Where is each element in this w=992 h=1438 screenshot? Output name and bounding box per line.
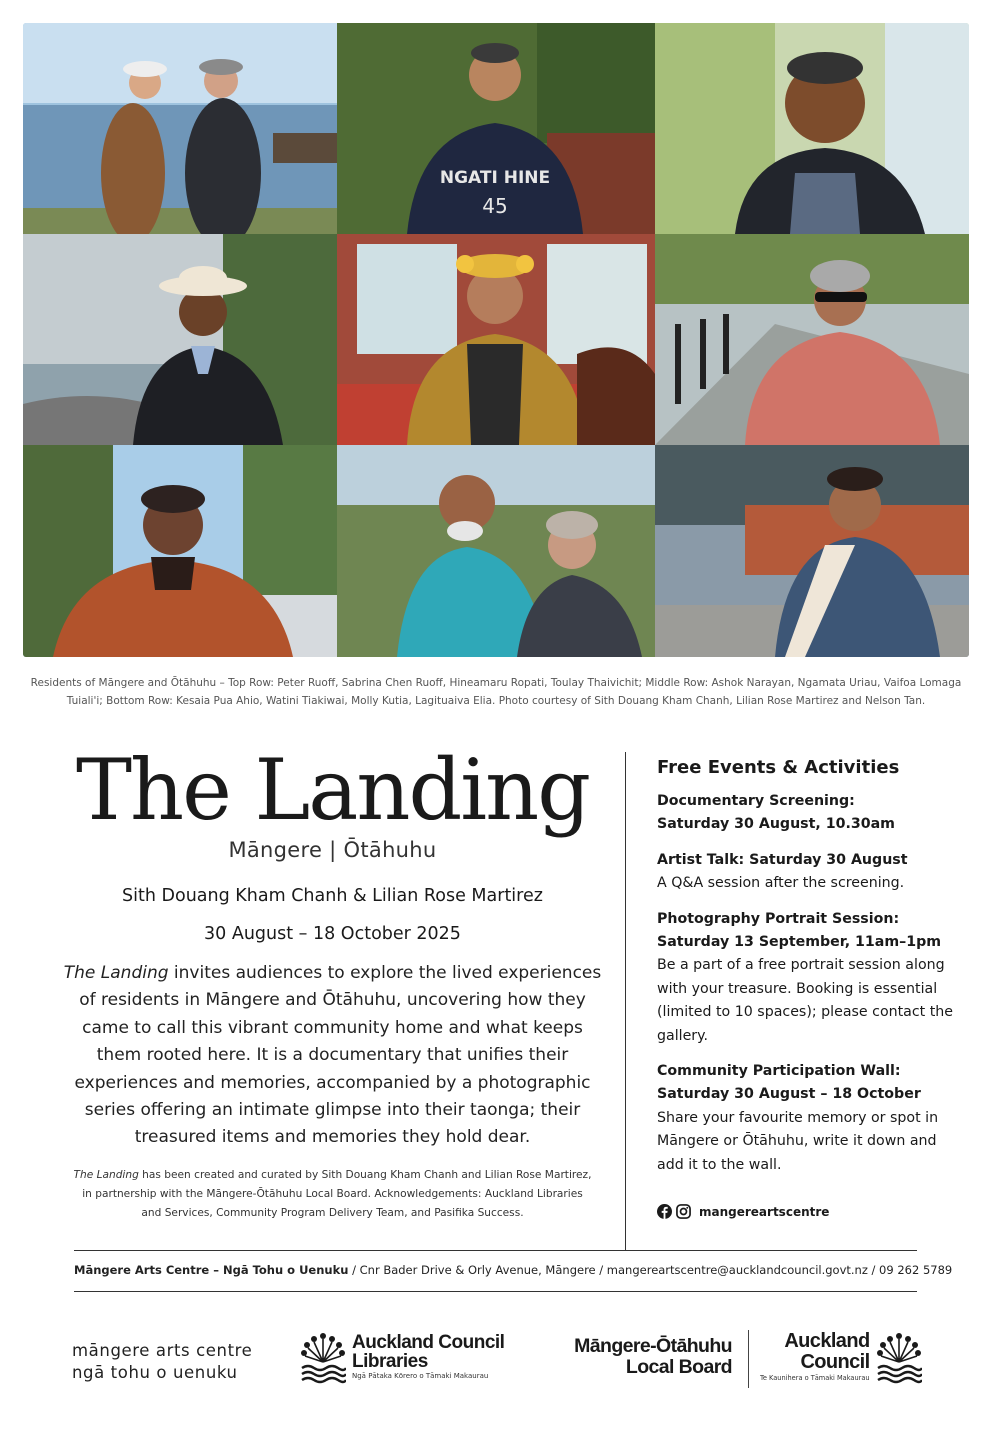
venue-name: Māngere Arts Centre – Ngā Tohu o Uenuku [74,1263,349,1277]
logo-line: ngā tohu o uenuku [72,1363,238,1382]
exhibition-dates: 30 August – 18 October 2025 [204,924,461,944]
social-links[interactable] [657,1204,829,1219]
exhibition-title: The Landing [75,741,589,839]
photo-peter-sabrina [23,23,337,234]
logo-line: Māngere-Ōtāhuhu [574,1335,732,1357]
instagram-icon[interactable] [676,1204,691,1219]
pohutukawa-icon [876,1330,922,1384]
mangere-arts-centre-logo [72,1340,252,1384]
logo-line: Local Board [625,1356,732,1378]
photo-ashok [23,234,337,445]
photo-hineamaru [337,23,655,234]
footer-rule-top [74,1250,917,1251]
event-text: A Q&A session after the screening. [657,875,905,892]
event-documentary-screening [657,790,957,837]
credits-text: has been created and curated by Sith Douang Kham Chanh and Lilian Rose Martirez, in partnership with the Māngere-Ōtāhuhu Local Board. Acknowledgements: Auckland Libraries and Services, Community Program Delivery Team, and Pasifika Success. [82,1169,592,1219]
logo-line: Council [800,1350,870,1373]
event-portrait-session [657,908,957,1048]
artists: Sith Douang Kham Chanh & Lilian Rose Martirez [122,886,543,906]
local-board-logo [550,1336,732,1378]
photo-vaifoa [655,234,969,445]
auckland-libraries-logo [300,1330,504,1384]
social-handle[interactable]: mangereartscentre [699,1204,830,1219]
photo-ngamata [337,234,655,445]
description-title: The Landing [63,963,169,983]
logo-line: Auckland Council [352,1331,505,1353]
event-artist-talk [657,849,957,896]
event-text: Be a part of a free portrait session along with your treasure. Booking is essential (limited to 10 spaces); please contact the gallery. [657,957,954,1044]
locations-subtitle: Māngere | Ōtāhuhu [228,838,437,862]
pohutukawa-icon [300,1330,346,1384]
photo-kesaia [23,445,337,657]
logo-line: Auckland [784,1329,870,1352]
jersey-number: 45 [482,194,508,218]
event-title: Photography Portrait Session: [657,910,900,927]
event-participation-wall [657,1060,957,1177]
event-when: Saturday 30 August – 18 October [657,1086,921,1103]
event-when: Saturday 30 August, 10.30am [657,816,895,833]
event-title: Documentary Screening: [657,793,855,809]
photo-toulay [655,23,969,234]
logo-line: māngere arts centre [72,1341,253,1360]
facebook-icon[interactable] [657,1204,672,1219]
logo-line: Libraries [352,1350,428,1372]
venue-address [74,1261,953,1279]
footer-rule-bottom [74,1291,917,1292]
auckland-council-logo [760,1330,922,1384]
address-text: / Cnr Bader Drive & Orly Avenue, Māngere / mangereartscentre@aucklandcouncil.govt.nz / 09 262 5789 [348,1263,953,1277]
photo-caption: Residents of Māngere and Ōtāhuhu – Top Row: Peter Ruoff, Sabrina Chen Ruoff, Hineamaru Ropati, Toulay Thaivichit; Middle Row: Ashok Narayan, Ngamata Uriau, Vaifoa Lomaga Tuiali'i; Bottom Row: Kesaia Pua Ahio, Watini Tiakiwai, Molly Kutia, Lagituaiva Elia. Photo courtesy of Sith Douang Kham Chanh, Lilian Rose Martirez and Nelson Tan. [30,677,962,707]
description-text: invites audiences to explore the lived experiences of residents in Māngere and Ōtāhuhu, uncovering how they came to call this vibrant community home and what keeps them rooted here. It is a documentary that unifies their experiences and memories, accompanied by a photographic series offering an intimate glimpse into their taonga; their treasured items and memories they hold dear. [74,963,602,1148]
event-text: Share your favourite memory or spot in Māngere or Ōtāhuhu, write it down and add it to the wall. [657,1109,939,1173]
column-divider [625,752,626,1250]
event-title: Community Participation Wall: [657,1063,901,1080]
logo-tagline: Ngā Pātaka Kōrero o Tāmaki Makaurau [352,1371,489,1380]
event-title: Artist Talk: Saturday 30 August [657,851,908,868]
event-when: Saturday 13 September, 11am–1pm [657,934,942,951]
credits [72,1166,593,1223]
events-heading: Free Events & Activities [657,757,900,778]
description [60,960,605,1152]
credits-title: The Landing [73,1169,139,1181]
logo-divider [748,1330,749,1388]
logo-tagline: Te Kaunihera o Tāmaki Makaurau [760,1373,870,1382]
portrait-grid [23,23,969,657]
photo-lagituaiva [655,445,969,657]
photo-watini-molly [337,445,655,657]
jersey-text: NGATI HINE [439,168,551,188]
events-column [657,757,957,1189]
